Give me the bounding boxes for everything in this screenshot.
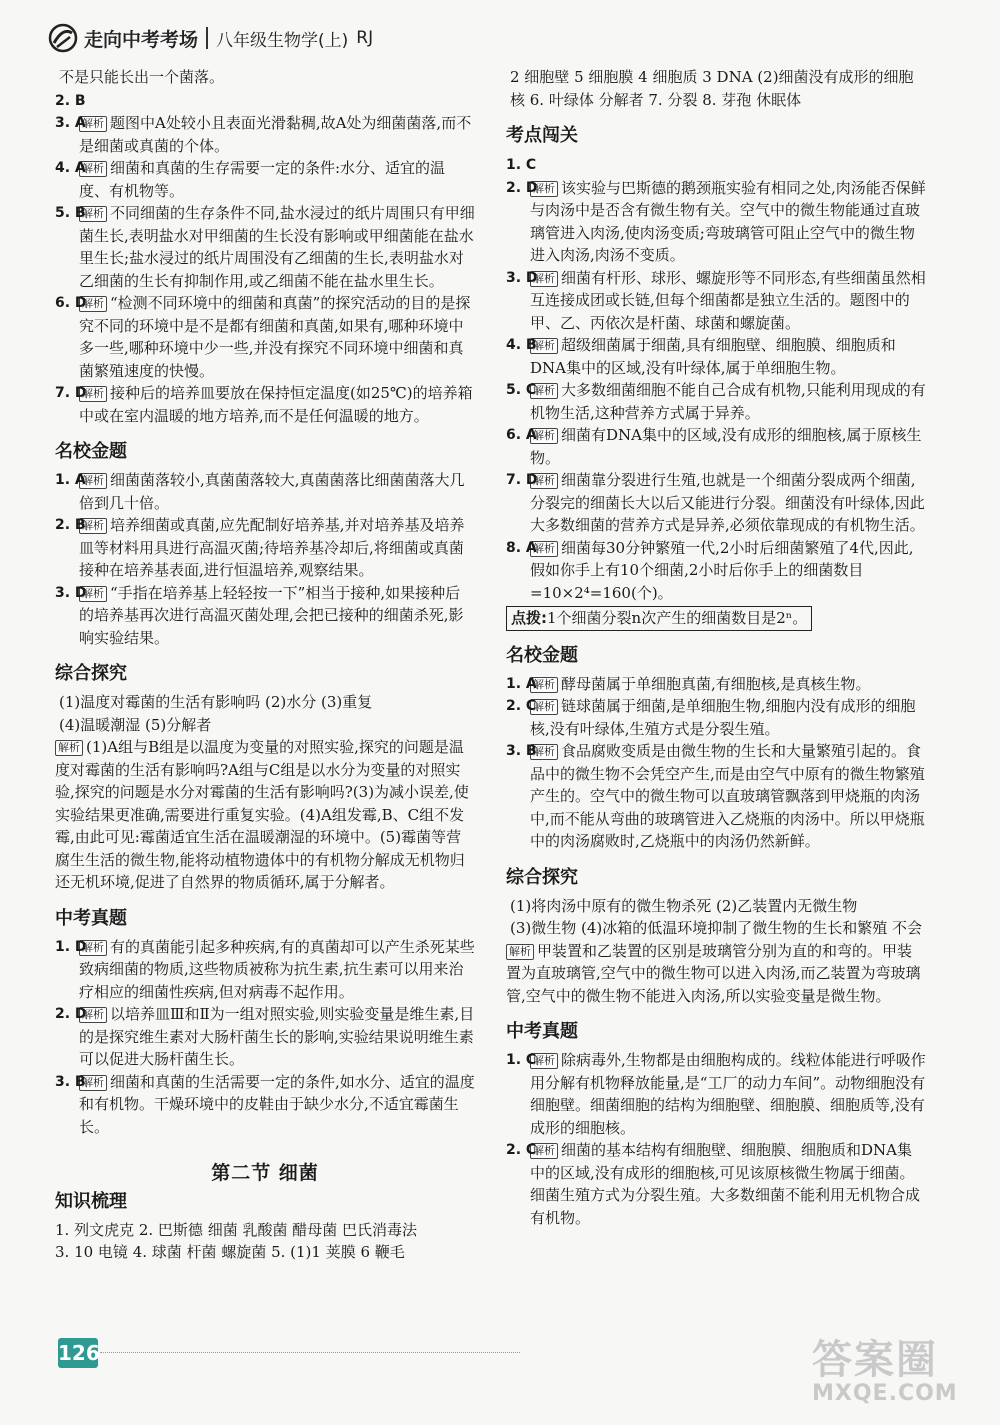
analysis-tag: 解析 [530,541,558,557]
analysis-paragraph: 解析 甲装置和乙装置的区别是玻璃管分别为直的和弯的。甲装置为直玻璃管,空气中的微生物可以进入肉汤,而乙装置为弯玻璃管,空气中的微生物不能进入肉汤,所以实验变量是微生物。 [506,941,921,1005]
continued-text: 不是只能长出一个菌落。 [59,68,225,86]
answer-line: (1)温度对霉菌的生活有影响吗 (2)水分 (3)重复 [59,693,373,711]
answer-item: 1. C [506,157,537,173]
section-heading: 知识梳理 [55,1190,127,1212]
watermark-url: MXQE.COM [812,1381,958,1406]
answer-item: 5. B 解析 不同细菌的生存条件不同,盐水浸过的纸片周围只有甲细菌生长,表明盐水对甲细菌的生长没有影响或甲细菌能在盐水里生长;盐水浸过的纸片周围没有乙细菌的生长,表明盐水对乙细菌的生长有抑制作用,或乙细菌不能在盐水里生长。 [55,204,475,290]
analysis-tag: 解析 [530,383,558,399]
book-title: 八年级生物学(上) [216,30,349,51]
answer-item: 4. A 解析 细菌和真菌的生存需要一定的条件:水分、适宜的温度、有机物等。 [55,159,446,200]
answer-item: 2. B 解析 培养细菌或真菌,应先配制好培养基,并对培养基及培养皿等材料用具进行高温灭菌;待培养基冷却后,将细菌或真菌接种在培养基表面,进行恒温培养,观察结果。 [55,516,465,579]
tip-text: 1个细菌分裂n次产生的细菌数目是2ⁿ。 [547,609,808,627]
answer-item: 4. B 解析 超级细菌属于细菌,具有细胞壁、细胞膜、细胞质和DNA集中的区域,没有叶绿体,属于单细胞生物。 [506,336,896,377]
analysis-tag: 解析 [79,1007,107,1023]
section-heading: 中考真题 [55,907,127,929]
watermark-text: 答案圈 [812,1337,938,1383]
section-heading: 综合探究 [55,663,127,684]
answer-item: 3. A 解析 题图中A处较小且表面光滑黏稠,故A处为细菌菌落,而不是细菌或真菌的个体。 [55,114,472,155]
analysis-tag: 解析 [79,473,107,489]
answer-item: 2. C 解析 细菌的基本结构有细胞壁、细胞膜、细胞质和DNA集中的区域,没有成形的细胞核,可见该原核微生物属于细菌。细菌生殖方式为分裂生殖。大多数细菌不能利用无机物合成有机物。 [506,1141,921,1227]
logo-icon [48,23,78,53]
analysis-tag: 解析 [79,206,107,222]
left-column [55,66,475,1264]
answer-item: 3. D 解析 “手指在培养基上轻轻按一下”相当于接种,如果接种后的培养基再次进行高温灭菌处理,会把已接种的细菌杀死,影响实验结果。 [55,583,464,647]
analysis-tag: 解析 [79,116,107,132]
answer-line: 3. 10 电镜 4. 球菌 杆菌 螺旋菌 5. (1)1 荚膜 6 鞭毛 [55,1243,405,1261]
answer-line: (3)微生物 (4)冰箱的低温环境抑制了微生物的生长和繁殖 不会 [510,919,923,937]
answer-item: 2. C 解析 链球菌属于细菌,是单细胞生物,细胞内没有成形的细胞核,没有叶绿体,生殖方式是分裂生殖。 [506,697,916,738]
header-divider [206,27,208,49]
answer-item: 5. C 解析 大多数细菌细胞不能自己合成有机物,只能利用现成的有机物生活,这种营养方式属于异养。 [506,381,926,422]
answer-item: 6. D 解析 “检测不同环境中的细菌和真菌”的探究活动的目的是探究不同的环境中是不是都有细菌和真菌,如果有,哪种环境中多一些,哪种环境中少一些,并没有探究不同环境中细菌和真菌繁殖速度的快慢。 [55,294,471,380]
analysis-tag: 解析 [79,518,107,534]
analysis-paragraph: 解析 (1)A组与B组是以温度为变量的对照实验,探究的问题是温度对霉菌的生活有影响吗?A组与C组是以水分为变量的对照实验,探究的问题是水分对霉菌的生活有影响吗?(3)为减小误差,使实验结果更准确,需要进行重复实验。(4)A组发霉,B、C组不发霉,由此可见:霉菌适宜生活在温暖潮湿的环境中。(5)霉菌等营腐生生活的微生物,能将动植物遗体中的有机物分解成无机物归还无机环境,促进了自然界的物质循环,属于分解者。 [55,738,469,891]
analysis-tag: 解析 [506,944,534,960]
answer-item: 2. D 解析 该实验与巴斯德的鹅颈瓶实验有相同之处,肉汤能否保鲜与肉汤中是否含有微生物有关。空气中的微生物能通过直玻璃管进入肉汤,使肉汤变质;弯玻璃管可阻止空气中的微生物进入肉汤,肉汤不变质。 [506,178,926,264]
watermark-logo [812,1328,972,1418]
section-heading: 名校金题 [55,441,127,462]
page-number: 126 [58,1338,98,1368]
brand-title: 走向中考考场 [84,28,199,51]
analysis-tag: 解析 [530,744,558,760]
answer-item: 7. D 解析 接种后的培养皿要放在保持恒定温度(如25℃)的培养箱中或在室内温暖的地方培养,而不是任何温暖的地方。 [55,384,473,425]
analysis-tag: 解析 [530,428,558,444]
analysis-tag: 解析 [530,473,558,489]
answer-item: 1. A 解析 酵母菌属于单细胞真菌,有细胞核,是真核生物。 [506,674,871,693]
section-heading: 中考真题 [506,1021,578,1042]
analysis-tag: 解析 [530,1143,558,1159]
answer-line: (1)将肉汤中原有的微生物杀死 (2)乙装置内无微生物 [510,896,858,915]
analysis-tag: 解析 [530,271,558,287]
section-heading: 名校金题 [506,644,578,666]
analysis-tag: 解析 [530,677,558,693]
analysis-tag: 解析 [79,1075,107,1091]
analysis-tag: 解析 [55,740,83,756]
answer-item: 1. C 解析 除病毒外,生物都是由细胞构成的。线粒体能进行呼吸作用分解有机物释放能量,是“工厂的动力车间”。动物细胞没有细胞壁。细菌细胞的结构为细胞壁、细胞膜、细胞质等,没有成形的细胞核。 [506,1051,926,1137]
analysis-tag: 解析 [79,386,107,402]
analysis-tag: 解析 [79,586,107,602]
page-header [48,18,948,58]
edition-label: RJ [356,28,374,48]
answer-item: 3. D 解析 细菌有杆形、球形、螺旋形等不同形态,有些细菌虽然相互连接成团或长链,但每个细菌都是独立生活的。题图中的甲、乙、丙依次是杆菌、球菌和螺旋菌。 [506,268,926,332]
answer-item: 1. A 解析 细菌菌落较小,真菌菌落较大,真菌菌落比细菌菌落大几倍到几十倍。 [55,471,465,512]
right-column [506,66,926,1229]
answer-item: 3. B 解析 食品腐败变质是由微生物的生长和大量繁殖引起的。食品中的微生物不会凭空产生,而是由空气中原有的微生物繁殖产生的。空气中的微生物可以直玻璃管飘落到甲烧瓶的肉汤中,而不能从弯曲的玻璃管进入乙烧瓶的肉汤中。所以甲烧瓶中的肉汤腐败时,乙烧瓶中的肉汤仍然新鲜。 [506,742,925,850]
answer-line: 1. 列文虎克 2. 巴斯德 细菌 乳酸菌 醋母菌 巴氏消毒法 [55,1220,418,1239]
analysis-tag: 解析 [530,181,558,197]
answer-item: 2. B [55,92,86,109]
analysis-tag: 解析 [79,940,107,956]
footer-divider [100,1352,520,1353]
tip-box [506,606,812,631]
answer-item: 1. D 解析 有的真菌能引起多种疾病,有的真菌却可以产生杀死某些致病细菌的物质,这些物质被称为抗生素,抗生素可以用来治疗相应的细菌性疾病,但对病毒不起作用。 [55,937,475,1001]
section-title: 第二节 细菌 [211,1162,319,1184]
analysis-tag: 解析 [79,161,107,177]
analysis-tag: 解析 [530,338,558,354]
tip-label: 点拨: [511,609,547,627]
analysis-tag: 解析 [530,1053,558,1069]
analysis-tag: 解析 [79,296,107,312]
answer-item: 6. A 解析 细菌有DNA集中的区域,没有成形的细胞核,属于原核生物。 [506,426,922,467]
answer-item: 3. B 解析 细菌和真菌的生活需要一定的条件,如水分、适宜的温度和有机物。干燥环境中的皮鞋由于缺少水分,不适宜霉菌生长。 [55,1072,475,1136]
answer-item: 7. D 解析 细菌靠分裂进行生殖,也就是一个细菌分裂成两个细菌,分裂完的细菌长大以后又能进行分裂。细菌没有叶绿体,因此大多数细菌的营养方式是异养,必须依靠现成的有机物生活。 [506,471,925,534]
section-heading: 考点闯关 [506,125,578,146]
answer-item: 2. D 解析 以培养皿Ⅲ和Ⅱ为一组对照实验,则实验变量是维生素,目的是探究维生素对大肠杆菌生长的影响,实验结果说明维生素可以促进大肠杆菌生长。 [55,1005,475,1068]
answer-line: (4)温暖潮湿 (5)分解者 [59,715,212,734]
answer-item: 8. A 解析 细菌每30分钟繁殖一代,2小时后细菌繁殖了4代,因此,假如你手上有10个细菌,2小时后你手上的细菌数目=10×2⁴=160(个)。 [506,538,914,602]
continued-text: 2 细胞壁 5 细胞膜 4 细胞质 3 DNA (2)细菌没有成形的细胞核 6. 叶绿体 分解者 7. 分裂 8. 芽孢 休眠体 [510,68,914,109]
analysis-tag: 解析 [530,699,558,715]
section-heading: 综合探究 [506,866,578,888]
